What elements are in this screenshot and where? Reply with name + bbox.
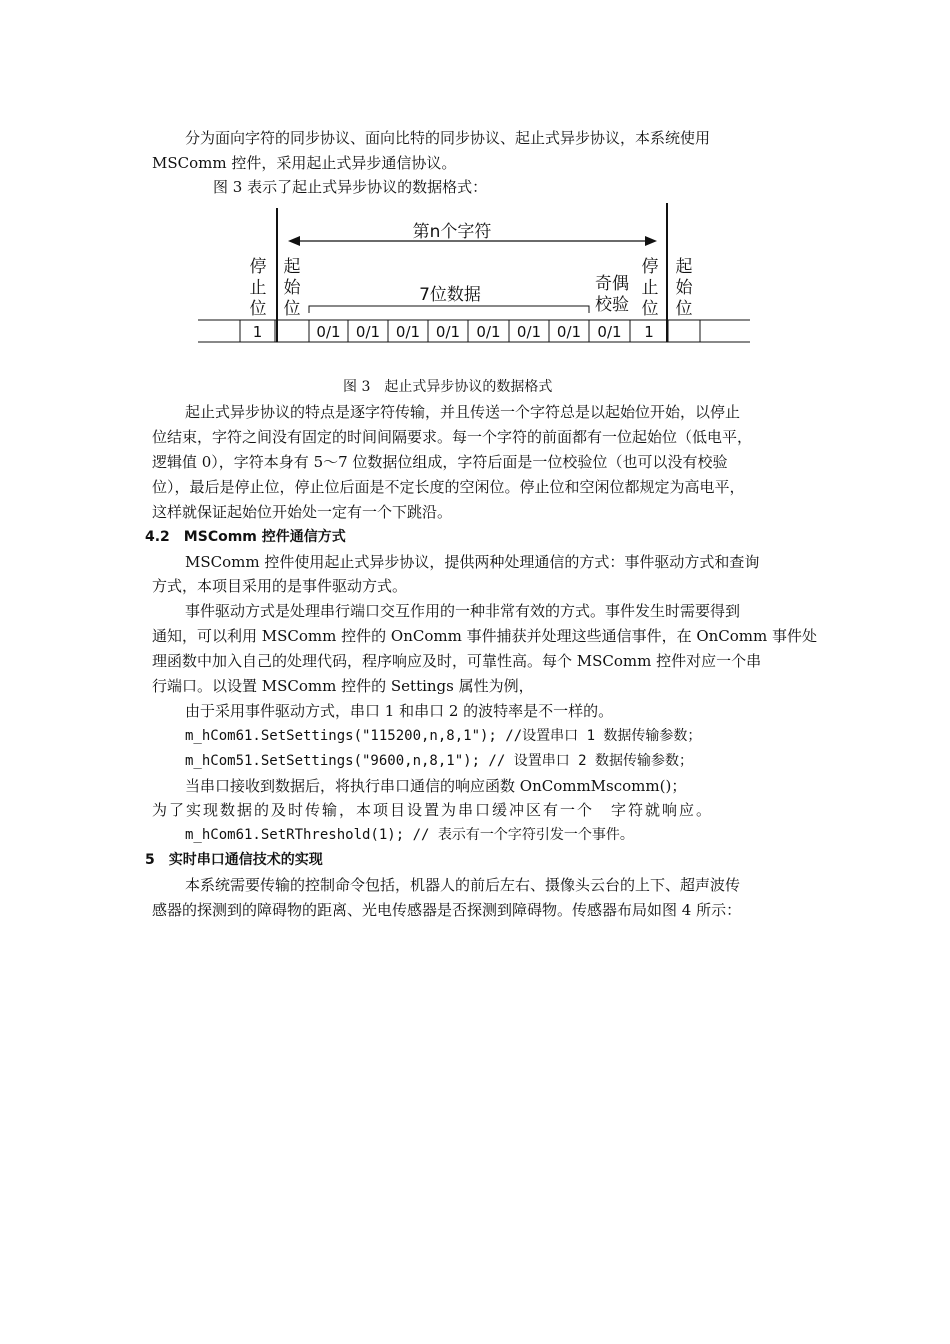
bit-cell-label: 1 <box>252 323 263 341</box>
bit-cell-label: 0/1 <box>597 323 622 341</box>
parity-2: 校验 <box>595 295 629 315</box>
line-p5-4: 行端口。以设置 MSComm 控件的 Settings 属性为例， <box>152 677 534 695</box>
arrow-head-left <box>288 236 300 246</box>
bit-cell-label: 0/1 <box>476 323 501 341</box>
line-p4-1: MSComm 控件使用起止式异步协议，提供两种处理通信的方式：事件驱动方式和查询 <box>185 553 760 571</box>
start-right-2: 始 <box>675 278 693 298</box>
line-p6: 由于采用事件驱动方式，串口 1 和串口 2 的波特率是不一样的。 <box>185 702 614 720</box>
bit-cell-label: 0/1 <box>516 323 542 341</box>
bit-cell-label: 0/1 <box>316 323 341 341</box>
line-p5-2: 通知，可以利用 MSComm 控件的 OnComm 事件捕获并处理这些通信事件，在 OnComm 事件处 <box>152 627 818 645</box>
stop-right-2: 止 <box>641 278 659 298</box>
code-line-3: m_hCom61.SetRThreshold(1); // 表示有一个字符引发一个事件。 <box>185 827 634 843</box>
bit-cell-label: 0/1 <box>435 323 461 341</box>
bit-cell-label: 0/1 <box>395 323 421 341</box>
start-left-3: 位 <box>283 299 301 319</box>
start-right-3: 位 <box>675 299 693 319</box>
bit-cell-label: 0/1 <box>355 323 381 341</box>
line-p3-5: 这样就保证起始位开始处一定有一个下跳沿。 <box>152 503 453 521</box>
start-left-2: 始 <box>283 278 301 298</box>
start-left-1: 起 <box>283 257 301 277</box>
heading-5: 5 实时串口通信技术的实现 <box>145 852 323 868</box>
line-p2: 图 3 表示了起止式异步协议的数据格式： <box>213 178 488 196</box>
stop-left-3: 位 <box>249 299 267 319</box>
line-p9-2: 感器的探测到的障碍物的距离、光电传感器是否探测到障碍物。传感器布局如图 4 所示： <box>152 901 742 919</box>
start-right-1: 起 <box>675 257 693 277</box>
line-p3-2: 位结束，字符之间没有固定的时间间隔要求。每一个字符的前面都有一位起始位（低电平， <box>152 428 753 446</box>
line-p3-1: 起止式异步协议的特点是逐字符传输，并且传送一个字符总是以起始位开始，以停止 <box>185 403 741 421</box>
protocol-diagram <box>0 0 950 360</box>
stop-right-3: 位 <box>641 299 659 319</box>
line-p8: 为了实现数据的及时传输，本项目设置为串口缓冲区有一个 字符就响应。 <box>152 801 714 819</box>
stop-left-2: 止 <box>249 278 267 298</box>
data-label: 7位数据 <box>419 285 481 305</box>
line-p5-1: 事件驱动方式是处理串行端口交互作用的一种非常有效的方式。事件发生时需要得到 <box>185 602 741 620</box>
line-p3-3: 逻辑值 0），字符本身有 5～7 位数据位组成，字符后面是一位校验位（也可以没有校验 <box>152 453 728 471</box>
line-p4-2: 方式，本项目采用的是事件驱动方式。 <box>152 577 408 595</box>
code-line-1: m_hCom61.SetSettings("115200,n,8,1"); //设置串口 1 数据传输参数； <box>185 728 702 744</box>
code-line-2: m_hCom51.SetSettings("9600,n,8,1"); // 设置串口 2 数据传输参数； <box>185 753 694 769</box>
bit-cell-label: 0/1 <box>556 323 582 341</box>
figure-caption: 图 3 起止式异步协议的数据格式 <box>343 379 553 395</box>
line-p5-3: 理函数中加入自己的处理代码，程序响应及时，可靠性高。每个 MSComm 控件对应一个串 <box>152 652 762 670</box>
line-p7: 当串口接收到数据后，将执行串口通信的响应函数 OnCommMscomm()； <box>185 777 687 795</box>
arrow-head-right <box>645 236 657 246</box>
line-p9-1: 本系统需要传输的控制命令包括，机器人的前后左右、摄像头云台的上下、超声波传 <box>185 876 741 894</box>
line-p1-1: 分为面向字符的同步协议、面向比特的同步协议、起止式异步协议，本系统使用 <box>185 129 711 147</box>
line-p3-4: 位），最后是停止位，停止位后面是不定长度的空闲位。停止位和空闲位都规定为高电平， <box>152 478 745 496</box>
line-p1-2: MSComm 控件，采用起止式异步通信协议。 <box>152 154 457 172</box>
heading-4-2: 4.2 MSComm 控件通信方式 <box>145 529 346 545</box>
parity-1: 奇偶 <box>595 274 629 294</box>
arrow-label: 第n个字符 <box>412 222 492 242</box>
bit-cell-label: 1 <box>644 323 654 341</box>
stop-left-1: 停 <box>249 257 267 277</box>
data-bracket <box>309 306 589 313</box>
stop-right-1: 停 <box>641 257 659 277</box>
bit-cells <box>240 320 700 342</box>
